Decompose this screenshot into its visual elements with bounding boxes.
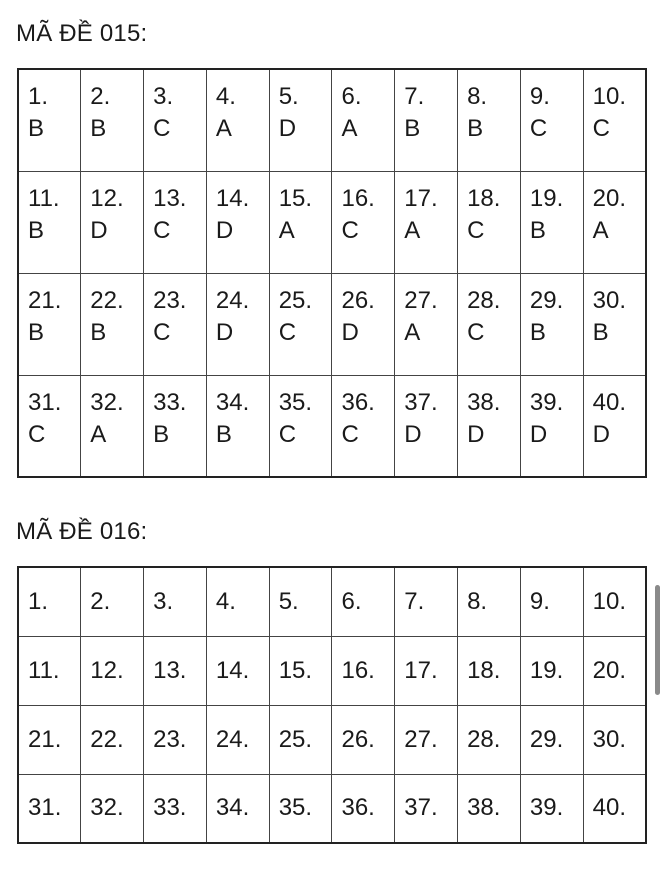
question-number: 29. (529, 725, 564, 753)
question-number: 6. (341, 83, 362, 110)
question-number: 9. (529, 83, 550, 110)
question-number: 2. (90, 587, 111, 615)
question-number: 11. (28, 656, 60, 684)
question-number: 24. (215, 725, 250, 753)
answer-letter: D (467, 420, 485, 448)
answer-letter: C (153, 216, 171, 244)
question-number: 22. (90, 286, 124, 314)
answer-cell (520, 69, 583, 171)
table-row (18, 705, 646, 774)
answer-cell (395, 567, 458, 636)
answer-letter: B (467, 115, 484, 142)
question-number: 5. (278, 587, 299, 615)
answer-cell (395, 375, 458, 477)
answer-cell (18, 636, 81, 705)
question-number: 36. (341, 794, 375, 822)
question-number: 2. (90, 83, 111, 110)
question-number: 25. (278, 725, 313, 753)
answer-letter: A (278, 216, 295, 244)
answer-cell (458, 774, 521, 843)
answer-cell (520, 273, 583, 375)
question-number: 40. (592, 794, 627, 822)
table-row (18, 567, 646, 636)
table-row (18, 774, 646, 843)
question-number: 3. (153, 587, 174, 615)
question-number: 3. (153, 83, 174, 110)
answer-cell (18, 69, 81, 171)
question-number: 7. (404, 83, 425, 110)
question-number: 14. (215, 656, 250, 684)
question-number: 12. (90, 184, 124, 212)
answer-cell (18, 774, 81, 843)
answer-cell (458, 567, 521, 636)
answer-cell (144, 705, 207, 774)
question-number: 1. (28, 83, 49, 110)
answer-letter: B (90, 318, 107, 346)
question-number: 37. (404, 388, 438, 416)
question-number: 10. (592, 83, 627, 110)
table-row (18, 171, 646, 273)
answer-cell (206, 171, 269, 273)
answer-cell (458, 69, 521, 171)
answer-cell (520, 705, 583, 774)
question-number: 13. (153, 656, 187, 684)
answer-cell (520, 567, 583, 636)
answer-cell (458, 171, 521, 273)
answer-cell (81, 273, 144, 375)
question-number: 34. (215, 794, 250, 822)
answer-cell (458, 705, 521, 774)
table-row (18, 636, 646, 705)
question-number: 22. (90, 725, 124, 753)
answer-letter: B (592, 318, 609, 346)
question-number: 31. (28, 388, 62, 416)
question-number: 33. (153, 794, 187, 822)
answer-cell (206, 69, 269, 171)
question-number: 19. (529, 656, 564, 684)
answer-letter: B (28, 216, 45, 244)
question-number: 15. (278, 656, 313, 684)
table-row (18, 375, 646, 477)
question-number: 15. (278, 184, 313, 212)
answer-cell (144, 636, 207, 705)
answer-cell (144, 774, 207, 843)
answer-letter: A (404, 318, 421, 346)
answer-cell (81, 636, 144, 705)
answer-cell (332, 774, 395, 843)
answer-letter: B (28, 115, 45, 142)
table-row (18, 69, 646, 171)
answer-cell (269, 636, 332, 705)
answer-letter: B (529, 216, 546, 244)
answer-cell (81, 567, 144, 636)
answer-cell (332, 69, 395, 171)
answer-cell (269, 171, 332, 273)
answer-letter: D (90, 216, 108, 244)
answer-cell (144, 375, 207, 477)
answer-letter: D (215, 216, 234, 244)
answer-cell (332, 273, 395, 375)
answer-letter: C (467, 318, 485, 346)
answer-cell (81, 171, 144, 273)
answer-cell (332, 375, 395, 477)
answer-cell (81, 774, 144, 843)
answer-cell (520, 171, 583, 273)
question-number: 6. (341, 587, 362, 615)
answer-cell (144, 567, 207, 636)
answer-letter: C (28, 420, 46, 448)
answer-grid-016 (17, 566, 647, 844)
answer-cell (583, 375, 646, 477)
answer-cell (269, 774, 332, 843)
answer-letter: D (529, 420, 548, 448)
question-number: 5. (278, 83, 299, 110)
answer-letter: C (341, 216, 359, 244)
answer-cell (269, 567, 332, 636)
question-number: 39. (529, 388, 564, 416)
answer-cell (583, 567, 646, 636)
answer-cell (206, 774, 269, 843)
answer-letter: C (153, 318, 171, 346)
answer-cell (583, 69, 646, 171)
answer-letter: C (467, 216, 485, 244)
answer-letter: B (404, 115, 421, 142)
question-number: 16. (341, 184, 375, 212)
question-number: 9. (529, 587, 550, 615)
answer-cell (583, 171, 646, 273)
answer-letter: B (28, 318, 45, 346)
question-number: 21. (28, 725, 62, 753)
question-number: 18. (467, 656, 501, 684)
answer-cell (269, 375, 332, 477)
question-number: 28. (467, 286, 501, 314)
answer-cell (269, 273, 332, 375)
answer-cell (81, 705, 144, 774)
answer-letter: B (215, 420, 232, 448)
answer-cell (206, 567, 269, 636)
answer-cell (206, 705, 269, 774)
question-number: 4. (215, 83, 236, 110)
answer-letter: C (341, 420, 359, 448)
question-number: 20. (592, 184, 627, 212)
question-number: 12. (90, 656, 124, 684)
answer-letter: B (90, 115, 107, 142)
answer-letter: A (341, 115, 358, 142)
answer-letter: D (341, 318, 359, 346)
question-number: 17. (404, 656, 438, 684)
question-number: 27. (404, 286, 438, 314)
answer-cell (520, 375, 583, 477)
question-number: 4. (215, 587, 236, 615)
question-number: 25. (278, 286, 313, 314)
answer-letter: B (153, 420, 170, 448)
question-number: 38. (467, 388, 501, 416)
question-number: 29. (529, 286, 564, 314)
answer-cell (520, 636, 583, 705)
question-number: 33. (153, 388, 187, 416)
answer-cell (458, 273, 521, 375)
answer-cell (395, 705, 458, 774)
answer-cell (332, 171, 395, 273)
question-number: 31. (28, 794, 62, 822)
question-number: 21. (28, 286, 62, 314)
question-number: 37. (404, 794, 438, 822)
answer-cell (18, 171, 81, 273)
question-number: 27. (404, 725, 438, 753)
question-number: 20. (592, 656, 627, 684)
answer-cell (144, 273, 207, 375)
question-number: 23. (153, 286, 187, 314)
question-number: 36. (341, 388, 375, 416)
section-title-015: MÃ ĐỀ 015: (16, 20, 148, 47)
answer-letter: C (278, 420, 297, 448)
answer-cell (81, 69, 144, 171)
question-number: 28. (467, 725, 501, 753)
question-number: 8. (467, 587, 488, 615)
answer-cell (269, 69, 332, 171)
answer-cell (583, 774, 646, 843)
question-number: 35. (278, 388, 313, 416)
question-number: 26. (341, 286, 375, 314)
answer-cell (395, 774, 458, 843)
answer-cell (332, 636, 395, 705)
question-number: 26. (341, 725, 375, 753)
question-number: 40. (592, 388, 627, 416)
answer-letter: D (592, 420, 611, 448)
answer-cell (269, 705, 332, 774)
answer-cell (458, 375, 521, 477)
question-number: 24. (215, 286, 250, 314)
answer-cell (395, 69, 458, 171)
answer-letter: A (404, 216, 421, 244)
question-number: 13. (153, 184, 187, 212)
question-number: 30. (592, 286, 627, 314)
answer-cell (206, 636, 269, 705)
vertical-scrollbar[interactable] (655, 585, 660, 695)
answer-cell (395, 636, 458, 705)
answer-grid-015 (17, 68, 647, 478)
answer-letter: C (153, 115, 171, 142)
answer-letter: C (592, 115, 611, 142)
answer-cell (206, 375, 269, 477)
answer-cell (458, 636, 521, 705)
question-number: 32. (90, 794, 124, 822)
question-number: 7. (404, 587, 425, 615)
question-number: 8. (467, 83, 488, 110)
question-number: 23. (153, 725, 187, 753)
question-number: 39. (529, 794, 564, 822)
answer-cell (583, 636, 646, 705)
answer-cell (81, 375, 144, 477)
answer-cell (18, 567, 81, 636)
question-number: 17. (404, 184, 438, 212)
answer-letter: B (529, 318, 546, 346)
answer-letter: A (90, 420, 107, 448)
answer-cell (18, 273, 81, 375)
answer-letter: A (592, 216, 609, 244)
answer-cell (332, 705, 395, 774)
question-number: 1. (28, 587, 49, 615)
question-number: 32. (90, 388, 124, 416)
answer-cell (144, 69, 207, 171)
answer-letter: D (215, 318, 234, 346)
question-number: 10. (592, 587, 627, 615)
question-number: 35. (278, 794, 313, 822)
question-number: 18. (467, 184, 501, 212)
section-title-016: MÃ ĐỀ 016: (16, 518, 148, 545)
answer-cell (332, 567, 395, 636)
answer-cell (520, 774, 583, 843)
answer-letter: A (215, 115, 232, 142)
answer-letter: C (278, 318, 297, 346)
answer-cell (583, 273, 646, 375)
question-number: 38. (467, 794, 501, 822)
answer-cell (395, 171, 458, 273)
answer-cell (144, 171, 207, 273)
answer-cell (395, 273, 458, 375)
table-row (18, 273, 646, 375)
answer-cell (583, 705, 646, 774)
question-number: 30. (592, 725, 627, 753)
question-number: 19. (529, 184, 564, 212)
answer-letter: D (404, 420, 422, 448)
answer-letter: C (529, 115, 548, 142)
answer-cell (18, 375, 81, 477)
answer-letter: D (278, 115, 297, 142)
answer-cell (18, 705, 81, 774)
question-number: 14. (215, 184, 250, 212)
question-number: 34. (215, 388, 250, 416)
answer-cell (206, 273, 269, 375)
question-number: 11. (28, 184, 60, 212)
question-number: 16. (341, 656, 375, 684)
